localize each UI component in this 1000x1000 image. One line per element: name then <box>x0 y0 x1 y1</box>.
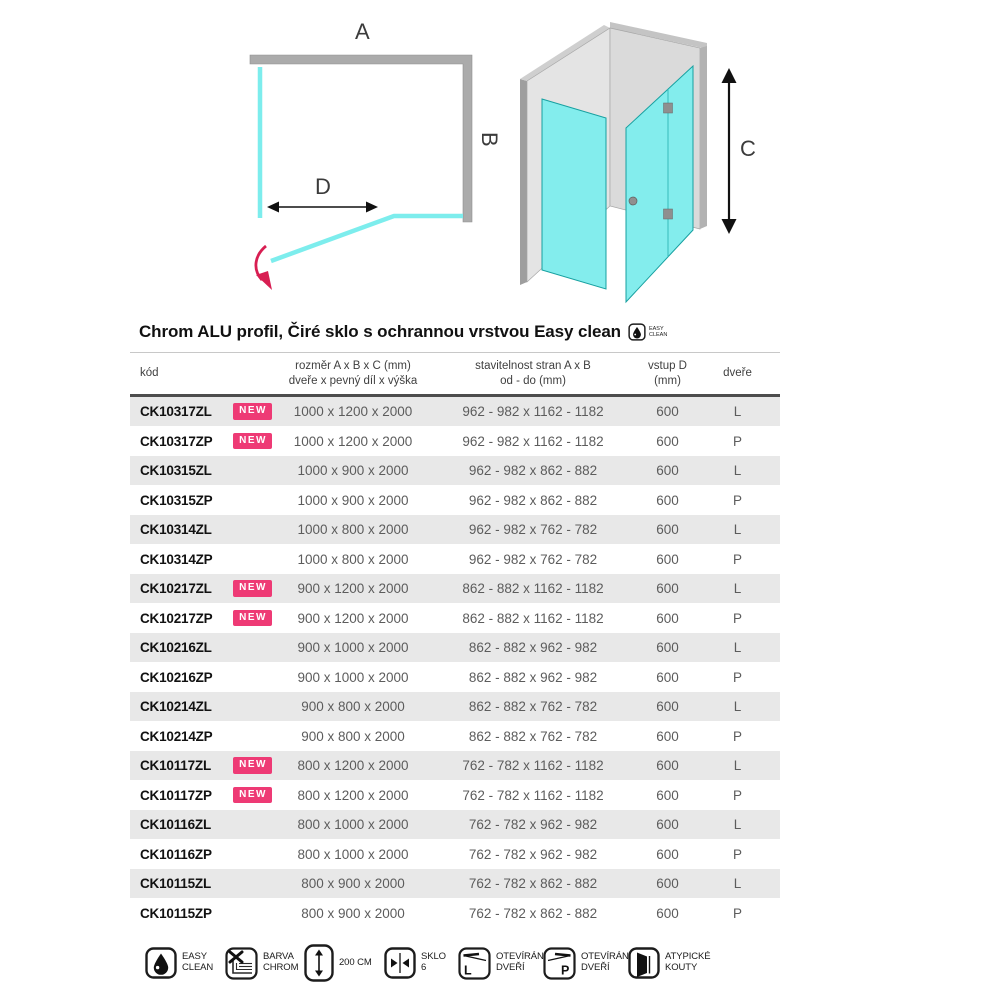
label-C: C <box>740 136 756 161</box>
product-code: CK10116ZL <box>140 817 211 833</box>
door-cell: P <box>732 433 742 449</box>
entry-cell: 600 <box>656 905 679 921</box>
dimensions-cell: 1000 x 1200 x 2000 <box>293 433 413 449</box>
product-code: CK10117ZP <box>140 787 212 803</box>
product-code-cell <box>130 787 280 804</box>
entry-cell: 600 <box>656 817 679 833</box>
entry-cell: 600 <box>656 551 679 567</box>
table-row <box>130 751 780 781</box>
door-cell: L <box>733 463 742 479</box>
product-code-cell <box>130 580 280 597</box>
dimensions-cell: 1000 x 1200 x 2000 <box>293 404 413 420</box>
adjustability-cell: 862 - 882 x 762 - 782 <box>468 728 598 744</box>
label-A: A <box>355 19 370 44</box>
legend-item-door-opening-left <box>458 943 546 983</box>
entry-cell: 600 <box>656 492 679 508</box>
product-code: CK10317ZL <box>140 404 212 420</box>
door-cell: P <box>732 610 742 626</box>
adjustability-cell: 862 - 882 x 762 - 782 <box>468 699 598 715</box>
dimensions-cell: 800 x 900 x 2000 <box>301 876 405 892</box>
product-code: CK10217ZP <box>140 610 213 626</box>
product-code-cell <box>130 493 280 508</box>
dimensions-cell: 900 x 1000 x 2000 <box>297 640 409 656</box>
technical-diagrams <box>0 0 1000 320</box>
table-row <box>130 574 780 604</box>
floor-plan-walls <box>250 55 472 222</box>
new-badge: NEW <box>233 757 272 774</box>
floor-plan-diagram <box>250 19 502 290</box>
product-code: CK10317ZP <box>140 433 213 449</box>
product-code-cell <box>130 876 280 891</box>
page-title: Chrom ALU profil, Čiré sklo s ochrannou vrstvou Easy clean <box>139 322 621 341</box>
adjustability-cell: 762 - 782 x 962 - 982 <box>468 817 598 833</box>
adjustability-cell: 762 - 782 x 962 - 982 <box>468 846 598 862</box>
legend-label: EASY CLEAN <box>182 951 214 973</box>
door-opening-right-icon <box>543 947 576 980</box>
adjustability-cell: 962 - 982 x 762 - 782 <box>468 551 598 567</box>
entry-cell: 600 <box>656 610 679 626</box>
door-left-letter: L <box>464 963 472 977</box>
product-code: CK10214ZP <box>140 728 213 744</box>
door-hinge-bottom <box>664 209 673 219</box>
adjustability-cell: 862 - 882 x 1162 - 1182 <box>462 581 604 597</box>
door-cell: L <box>733 699 742 715</box>
table-row <box>130 839 780 869</box>
table-header-row <box>130 352 780 397</box>
adjustability-cell: 762 - 782 x 862 - 882 <box>468 905 598 921</box>
dimensions-cell: 900 x 1000 x 2000 <box>297 669 409 685</box>
fixed-glass-panel <box>542 99 606 289</box>
table-row <box>130 633 780 663</box>
legend-item-easy-clean <box>145 943 213 983</box>
isometric-diagram <box>520 22 756 302</box>
dimensions-cell: 1000 x 900 x 2000 <box>297 492 409 508</box>
entry-cell: 600 <box>656 758 679 774</box>
entry-cell: 600 <box>656 699 679 715</box>
product-code: CK10115ZL <box>140 876 211 892</box>
dimensions-cell: 800 x 900 x 2000 <box>301 905 405 921</box>
table-row <box>130 426 780 456</box>
legend-label: ATYPICKÉ KOUTY <box>665 951 711 973</box>
glass-thickness-icon <box>384 947 416 979</box>
entry-cell: 600 <box>656 581 679 597</box>
door-cell: L <box>733 522 742 538</box>
entry-cell: 600 <box>656 433 679 449</box>
entry-cell: 600 <box>656 846 679 862</box>
easy-clean-title-badge <box>628 323 667 341</box>
entry-cell: 600 <box>656 640 679 656</box>
door-cell: P <box>732 551 742 567</box>
door-right-letter: P <box>561 963 570 977</box>
entry-arrowhead-right <box>366 202 378 213</box>
height-arrowhead-top <box>722 68 737 83</box>
adjustability-cell: 962 - 982 x 1162 - 1182 <box>462 404 604 420</box>
adjustability-cell: 962 - 982 x 862 - 882 <box>468 492 598 508</box>
door-cell: L <box>733 581 742 597</box>
new-badge: NEW <box>233 580 272 597</box>
product-code-cell <box>130 847 280 862</box>
header-entry: vstup D (mm) <box>648 360 687 387</box>
label-D: D <box>315 174 331 199</box>
product-code: CK10214ZL <box>140 699 212 715</box>
product-code: CK10314ZL <box>140 522 212 538</box>
height-arrowhead-bottom <box>722 219 737 234</box>
door-cell: P <box>732 905 742 921</box>
dimensions-cell: 800 x 1000 x 2000 <box>297 817 409 833</box>
door-cell: P <box>732 669 742 685</box>
product-code: CK10217ZL <box>140 581 212 597</box>
product-code: CK10216ZP <box>140 669 213 685</box>
product-code-cell <box>130 610 280 627</box>
adjustability-cell: 762 - 782 x 1162 - 1182 <box>462 787 604 803</box>
door-cell: P <box>732 492 742 508</box>
door-cell: L <box>733 758 742 774</box>
product-code: CK10115ZP <box>140 905 212 921</box>
entry-cell: 600 <box>656 787 679 803</box>
easy-clean-badge-label: EASY CLEAN <box>648 325 668 338</box>
door-cell: L <box>733 640 742 656</box>
dimensions-cell: 900 x 1200 x 2000 <box>297 610 409 626</box>
table-row <box>130 662 780 692</box>
door-handle <box>629 197 637 205</box>
label-B: B <box>477 132 502 147</box>
easy-clean-icon <box>628 323 646 341</box>
section-title-row <box>139 322 667 342</box>
table-row <box>130 456 780 486</box>
adjustability-cell: 862 - 882 x 962 - 982 <box>468 640 598 656</box>
door-opening-left-icon <box>458 947 491 980</box>
product-spec-table <box>130 352 780 928</box>
dimensions-cell: 800 x 1200 x 2000 <box>297 758 409 774</box>
door-cell: P <box>732 787 742 803</box>
table-row <box>130 485 780 515</box>
product-code: CK10315ZL <box>140 463 212 479</box>
wall-right-edge <box>700 46 707 229</box>
dimensions-cell: 900 x 800 x 2000 <box>301 728 405 744</box>
table-row <box>130 603 780 633</box>
adjustability-cell: 962 - 982 x 862 - 882 <box>468 463 598 479</box>
table-row <box>130 780 780 810</box>
header-adjustability: stavitelnost stran A x B od - do (mm) <box>475 360 591 387</box>
product-code-cell <box>130 729 280 744</box>
product-code: CK10117ZL <box>140 758 211 774</box>
dimensions-cell: 900 x 1200 x 2000 <box>297 581 409 597</box>
dimensions-cell: 900 x 800 x 2000 <box>301 699 405 715</box>
entry-cell: 600 <box>656 669 679 685</box>
dimensions-cell: 1000 x 800 x 2000 <box>297 551 409 567</box>
table-body <box>130 397 780 928</box>
legend-label: OTEVÍRÁNÍ DVEŘÍ <box>496 951 547 973</box>
dimensions-cell: 800 x 1200 x 2000 <box>297 787 409 803</box>
table-row <box>130 721 780 751</box>
floor-plan-door-glass <box>271 216 463 261</box>
product-code-cell <box>130 403 280 420</box>
legend-item-door-opening-right <box>543 943 631 983</box>
atypical-corners-icon <box>628 947 660 979</box>
new-badge: NEW <box>233 433 272 450</box>
product-code: CK10315ZP <box>140 492 213 508</box>
legend-item-height <box>304 943 372 983</box>
legend-label: BARVA CHROM <box>263 951 299 973</box>
legend-item-glass <box>384 943 446 983</box>
product-code: CK10216ZL <box>140 640 212 656</box>
adjustability-cell: 762 - 782 x 862 - 882 <box>468 876 598 892</box>
adjustability-cell: 862 - 882 x 1162 - 1182 <box>462 610 604 626</box>
product-code-cell <box>130 640 280 655</box>
easy-clean-icon <box>145 947 177 979</box>
adjustability-cell: 962 - 982 x 1162 - 1182 <box>462 433 604 449</box>
door-cell: L <box>733 817 742 833</box>
wall-left-edge <box>520 79 527 285</box>
product-code: CK10116ZP <box>140 846 212 862</box>
entry-cell: 600 <box>656 728 679 744</box>
legend-label: SKLO 6 <box>421 951 446 973</box>
new-badge: NEW <box>233 787 272 804</box>
chrome-color-icon <box>225 947 258 980</box>
product-code-cell <box>130 757 280 774</box>
product-code-cell <box>130 906 280 921</box>
door-cell: P <box>732 728 742 744</box>
door-cell: P <box>732 846 742 862</box>
entry-cell: 600 <box>656 463 679 479</box>
new-badge: NEW <box>233 610 272 627</box>
legend-label: 200 CM <box>339 956 372 968</box>
height-200-icon <box>304 944 334 982</box>
product-code-cell <box>130 817 280 832</box>
table-row <box>130 515 780 545</box>
entry-cell: 600 <box>656 876 679 892</box>
table-row <box>130 544 780 574</box>
entry-cell: 600 <box>656 404 679 420</box>
adjustability-cell: 862 - 882 x 962 - 982 <box>468 669 598 685</box>
dimensions-cell: 1000 x 900 x 2000 <box>297 463 409 479</box>
adjustability-cell: 762 - 782 x 1162 - 1182 <box>462 758 604 774</box>
product-code-cell <box>130 552 280 567</box>
dimensions-cell: 1000 x 800 x 2000 <box>297 522 409 538</box>
table-row <box>130 810 780 840</box>
legend-item-chrome-color <box>225 943 298 983</box>
dimensions-cell: 800 x 1000 x 2000 <box>297 846 409 862</box>
table-row <box>130 397 780 427</box>
legend-label: OTEVÍRÁNÍ DVEŘÍ <box>581 951 632 973</box>
header-door: dveře <box>723 367 752 380</box>
door-hinge-top <box>664 103 673 113</box>
product-code-cell <box>130 433 280 450</box>
entry-arrowhead-left <box>267 202 279 213</box>
adjustability-cell: 962 - 982 x 762 - 782 <box>468 522 598 538</box>
door-cell: L <box>733 876 742 892</box>
product-code-cell <box>130 463 280 478</box>
table-row <box>130 898 780 928</box>
header-dimensions: rozměr A x B x C (mm) dveře x pevný díl x výška <box>288 360 418 387</box>
product-code: CK10314ZP <box>140 551 213 567</box>
product-code-cell <box>130 699 280 714</box>
entry-cell: 600 <box>656 522 679 538</box>
product-code-cell <box>130 522 280 537</box>
header-code: kód <box>140 367 159 380</box>
table-row <box>130 869 780 899</box>
table-row <box>130 692 780 722</box>
door-cell: L <box>733 404 742 420</box>
product-code-cell <box>130 670 280 685</box>
new-badge: NEW <box>233 403 272 420</box>
legend-item-atypical-corners <box>628 943 710 983</box>
